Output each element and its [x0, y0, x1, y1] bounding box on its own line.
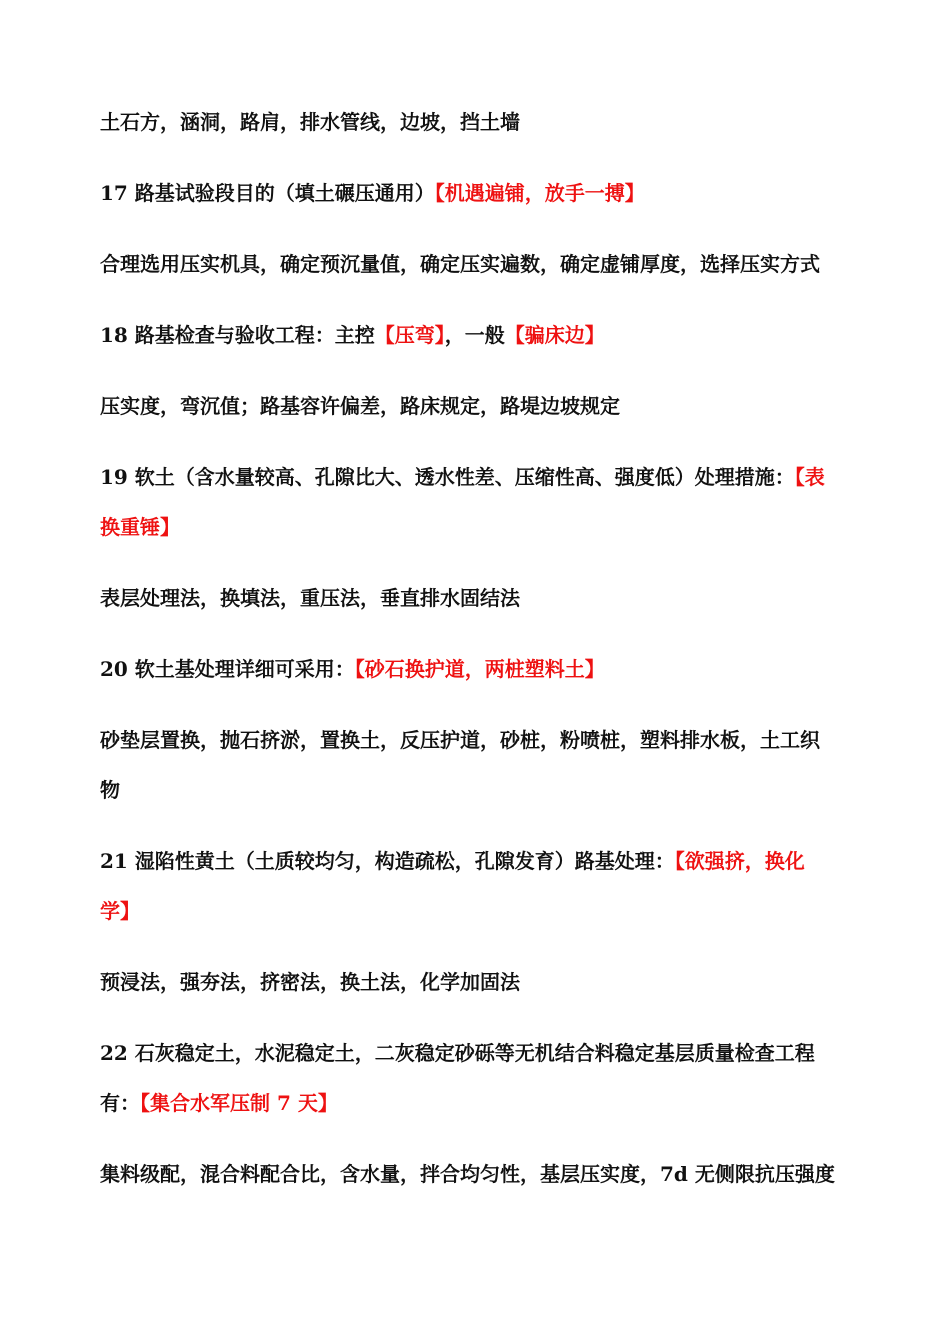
line-text: 物: [100, 778, 120, 802]
text-line-10-cont: [100, 778, 860, 802]
line-text: 表层处理法，换填法，重压法，垂直排水固结法: [100, 586, 520, 610]
line-text: 18 路基检查与验收工程：主控: [100, 323, 375, 347]
mnemonic-text: 【砂石换护道，两桩塑料土】: [354, 657, 605, 681]
heading-21-cont: [100, 899, 860, 923]
heading-21: [100, 849, 860, 873]
text-line-8: [100, 586, 860, 610]
heading-22: [100, 1041, 860, 1065]
mnemonic-text: 【机遇遍铺，放手一搏】: [434, 181, 645, 205]
text-line-5: [100, 394, 860, 418]
line-text: 19 软土（含水量较高、孔隙比大、透水性差、压缩性高、强度低）处理措施：: [100, 465, 795, 489]
text-line-17: [100, 1162, 860, 1186]
heading-22-cont: [100, 1091, 860, 1115]
line-text: 21 湿陷性黄土（土质较均匀，构造疏松，孔隙发育）路基处理：: [100, 849, 675, 873]
heading-18: [100, 323, 860, 347]
mnemonic-text: 【欲强挤，换化: [674, 849, 805, 873]
line-text: 17 路基试验段目的（填土碾压通用）: [100, 181, 435, 205]
line-text: 土石方，涵洞，路肩，排水管线，边坡，挡土墙: [100, 110, 520, 134]
mnemonic-text-2: 【骗床边】: [504, 323, 605, 347]
mnemonic-text: 换重锤】: [100, 515, 180, 539]
text-line-1: [100, 110, 860, 134]
mnemonic-text: 【集合水军压制 7 天】: [140, 1091, 338, 1115]
line-text: 压实度，弯沉值；路基容许偏差，路床规定，路堤边坡规定: [100, 394, 620, 418]
line-text: 砂垫层置换，抛石挤淤，置换土，反压护道，砂桩，粉喷桩，塑料排水板，土工织: [100, 728, 820, 752]
line-text: 合理选用压实机具，确定预沉量值，确定压实遍数，确定虚铺厚度，选择压实方式: [100, 252, 820, 276]
text-line-10: [100, 728, 860, 752]
line-text: 预浸法，强夯法，挤密法，换土法，化学加固法: [100, 970, 520, 994]
text-line-14: [100, 970, 860, 994]
line-text: 集料级配，混合料配合比，含水量，拌合均匀性，基层压实度，7d 无侧限抗压强度: [100, 1162, 835, 1186]
heading-17: [100, 181, 860, 205]
line-text: 有：: [100, 1091, 140, 1115]
line-text: 22 石灰稳定土，水泥稳定土，二灰稳定砂砾等无机结合料稳定基层质量检查工程: [100, 1041, 815, 1065]
text-line-3: [100, 252, 860, 276]
line-text-2: ，一般: [444, 323, 505, 347]
heading-19: [100, 465, 860, 489]
line-text: 20 软土基处理详细可采用：: [100, 657, 355, 681]
mnemonic-text: 【表: [794, 465, 825, 489]
heading-19-cont: [100, 515, 860, 539]
heading-20: [100, 657, 860, 681]
mnemonic-text: 学】: [100, 899, 140, 923]
mnemonic-text: 【压弯】: [374, 323, 445, 347]
